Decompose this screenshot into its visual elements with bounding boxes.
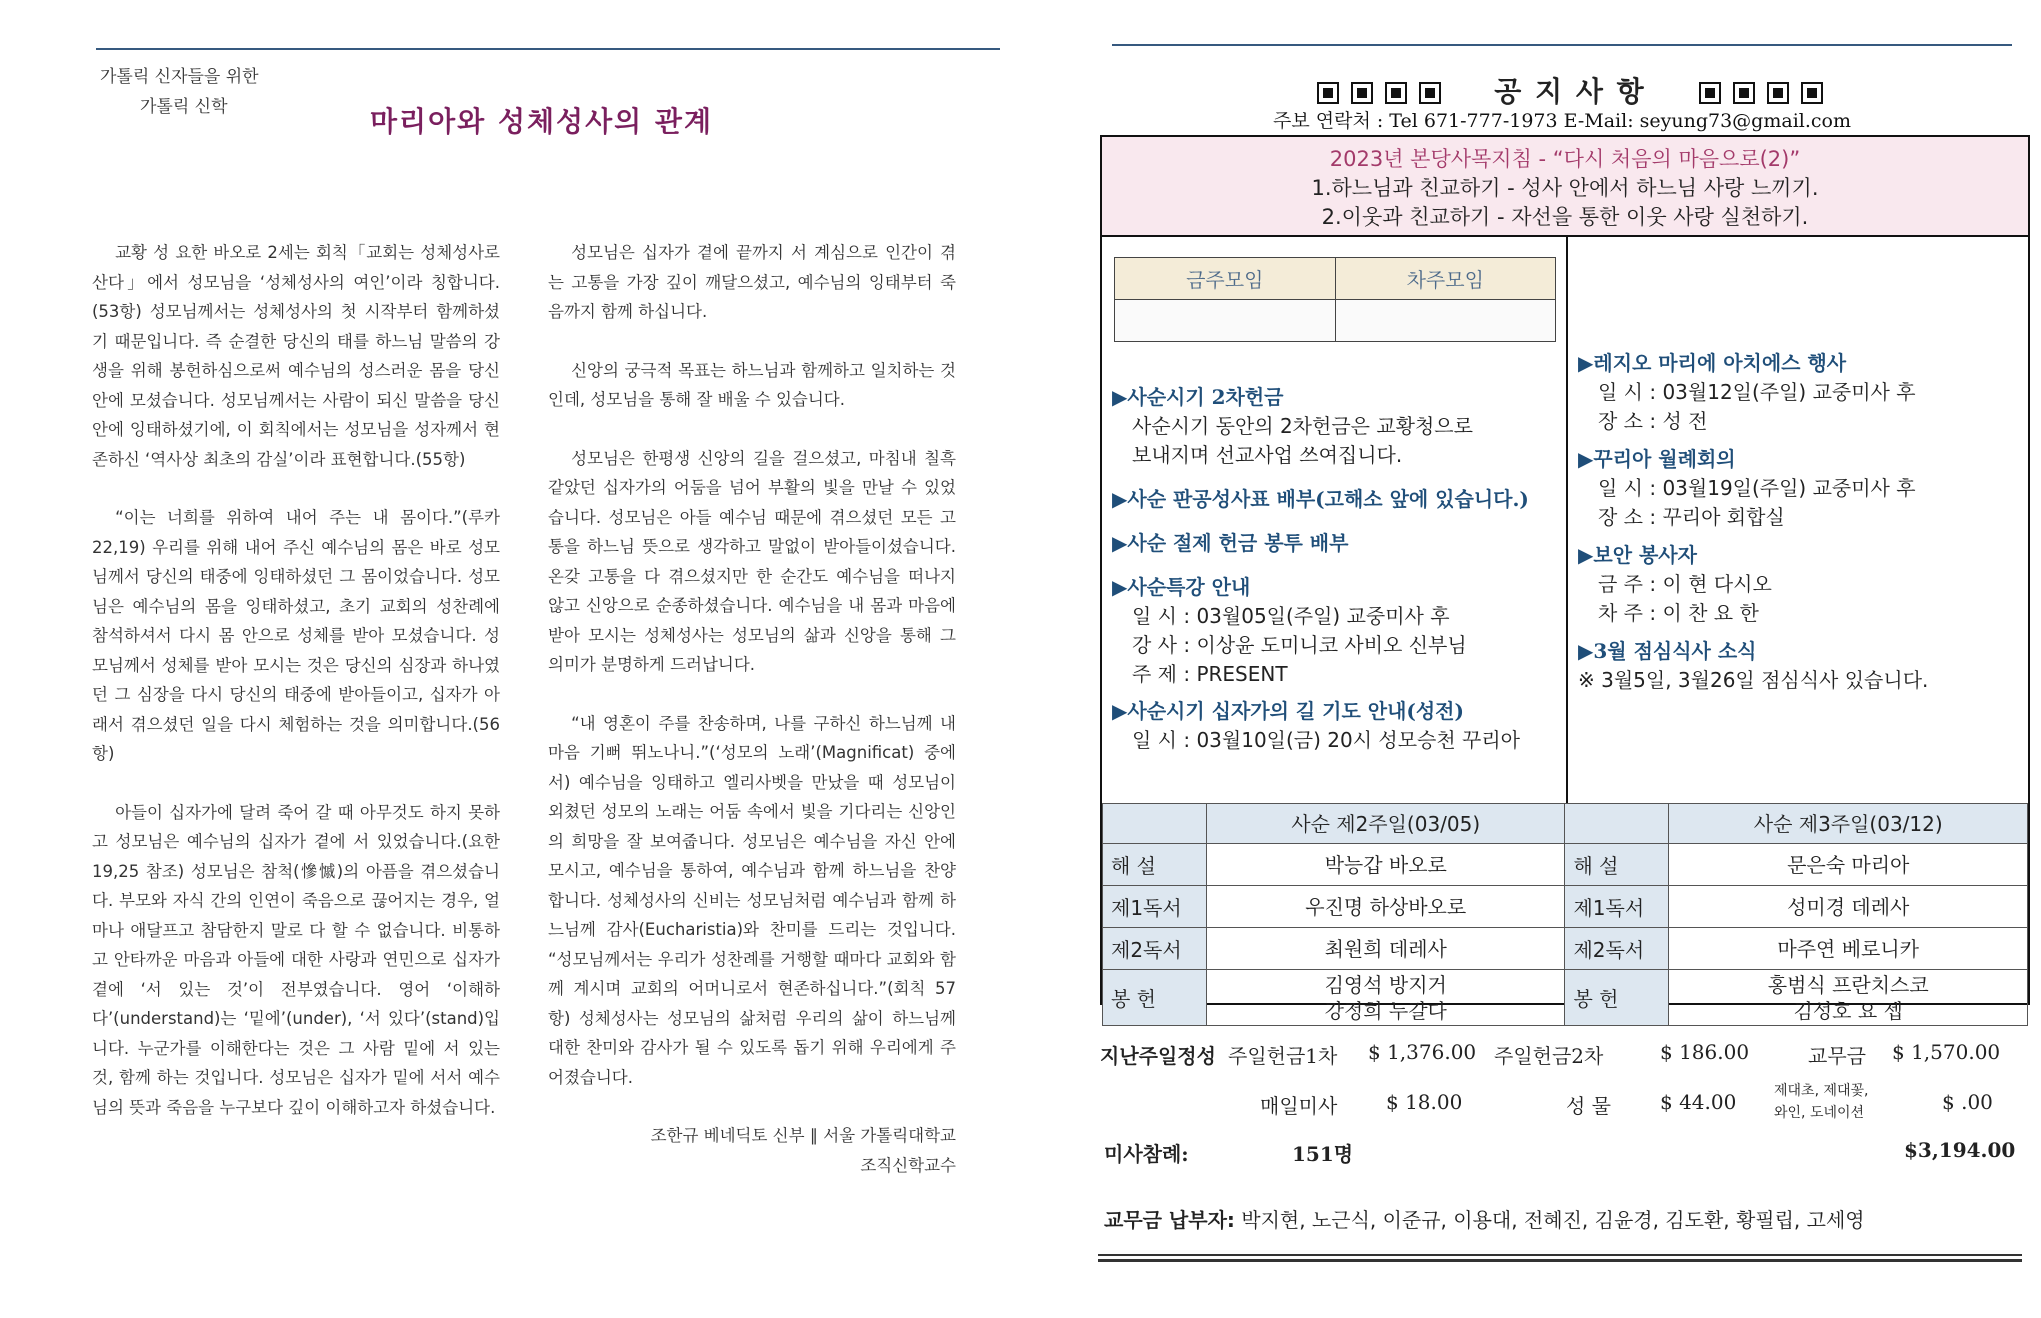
event-item	[1112, 485, 1529, 514]
duty-role: 해 설	[1565, 844, 1669, 886]
square-bullet-icon	[1767, 82, 1789, 104]
payers-row	[1104, 1204, 1865, 1233]
duty-role: 해 설	[1103, 844, 1207, 886]
square-bullet-icon	[1419, 82, 1441, 104]
bottom-rule	[1098, 1254, 2022, 1256]
event-heading: ▶보안 봉사자	[1578, 543, 1697, 567]
event-line: 장 소 : 꾸리아 회합실	[1598, 505, 1785, 529]
sunday-offering-2-label: 주일헌금2차	[1494, 1044, 1604, 1068]
daily-mass-amount: $ 18.00	[1386, 1090, 1463, 1114]
event-item	[1112, 529, 1348, 558]
notice-box	[1100, 135, 2030, 1023]
event-item	[1112, 573, 1467, 689]
next-week-meeting-header: 차주모임	[1335, 258, 1556, 300]
event-line: 강 사 : 이상윤 도미니코 사비오 신부님	[1132, 633, 1467, 657]
event-item	[1578, 349, 1916, 436]
payers-list: 박지현, 노근식, 이준규, 이용대, 전혜진, 김윤경, 김도환, 황필립, 고세영	[1241, 1208, 1865, 1232]
square-bullet-icon	[1385, 82, 1407, 104]
bulletin-contact: 주보 연락처 : Tel 671-777-1973 E-Mail: seyung73@gmail.com	[1273, 110, 1851, 132]
daily-mass-label: 매일미사	[1260, 1094, 1338, 1118]
article-paragraph: “이는 너희를 위하여 내어 주는 내 몸이다.”(루카 22,19) 우리를 위해 내어 주신 예수님의 몸은 바로 성모님께서 당신의 태중에 잉태하셨던 그 몸이었습니다. 성모님은 예수님의 몸을 잉태하셨고, 초기 교회의 성찬례에 참석하셔서 다시 몸 안으로 성체를 받아 모셨습니다. 성모님께서 성체를 받아 모시는 것은 당신의 심장과 하나였던 그 심장을 다시 당신의 태중에 받아들이고, 십자가 아래서 겪으셨던 일을 다시 체험하는 것을 의미합니다.(56항)	[92, 508, 500, 763]
event-line: ※ 3월5일, 3월26일 점심식사 있습니다.	[1578, 668, 1929, 692]
misc-amount: $ .00	[1942, 1090, 1993, 1114]
pastoral-guideline-banner	[1102, 137, 2028, 237]
event-item	[1112, 697, 1520, 755]
misc-label-line: 와인, 도네이션	[1774, 1105, 1865, 1121]
article-paragraph: 교황 성 요한 바오로 2세는 회칙「교회는 성체성사로산다」에서 성모님을 ‘성체성사의 여인’이라 칭합니다.(53항) 성모님께서는 성체성사의 첫 시작부터 함께하셨기 때문입니다. 즉 순결한 당신의 태를 하느님 말씀의 강생을 위해 봉헌하심으로써 예수님의 성스러운 몸을 당신 안에 모셨습니다. 성모님께서는 사람이 되신 말씀을 당신 안에 잉태하셨기에, 이 회칙에서는 성모님을 성자께서 현존하신 ‘역사상 최초의 감실’이라 표현합니다.(55항)	[92, 243, 500, 469]
event-line: 금 주 : 이 현 다시오	[1598, 572, 1772, 596]
attendance-label: 미사참례:	[1104, 1142, 1189, 1166]
goods-label: 성 물	[1566, 1094, 1611, 1118]
right-top-rule	[1112, 44, 2012, 46]
author-byline: 조한규 베네딕토 신부 ∥ 서울 가톨릭대학교	[650, 1126, 956, 1145]
article-paragraph: 성모님은 한평생 신앙의 길을 걸으셨고, 마침내 칠흑같았던 십자가의 어둠을 넘어 부활의 빛을 만날 수 있었습니다. 성모님은 아들 예수님 때문에 겪으셨던 모든 고통을 하느님 뜻으로 생각하고 말없이 받아들이셨습니다. 온갖 고통을 다 겪으셨지만 한 순간도 예수님을 떠나지 않고 신앙으로 순종하셨습니다. 예수님을 내 몸과 마음에 받아 모시는 성체성사는 성모님의 삶과 신앙을 통해 그 의미가 분명하게 드러납니다.	[548, 448, 956, 674]
guideline-item: 1.하느님과 친교하기 - 성사 안에서 하느님 사랑 느끼기.	[1311, 176, 1819, 200]
sunday-offering-1-amount: $ 1,376.00	[1368, 1040, 1477, 1064]
duty-role: 제1독서	[1565, 886, 1669, 928]
event-item	[1578, 637, 1928, 695]
duty-role: 제1독서	[1103, 886, 1207, 928]
notice-header	[1300, 70, 1840, 110]
this-week-meeting-cell	[1115, 300, 1336, 342]
square-bullet-icon	[1351, 82, 1373, 104]
duty-person: 성미경 데레사	[1669, 886, 2028, 928]
article-column-1	[92, 238, 500, 1151]
misc-label-line: 제대초, 제대꽃,	[1774, 1083, 1869, 1099]
column-divider	[1566, 237, 1568, 803]
event-line: 사순시기 동안의 2차헌금은 교황청으로	[1132, 414, 1473, 438]
event-item	[1578, 445, 1916, 532]
duty-role: 제2독서	[1103, 928, 1207, 970]
event-heading: ▶꾸리아 월례회의	[1578, 447, 1736, 471]
event-line: 일 시 : 03월05일(주일) 교중미사 후	[1132, 604, 1450, 628]
duty-role: 제2독서	[1565, 928, 1669, 970]
duty-person: 김영석 방지거 강정희 누갈다	[1206, 970, 1565, 1026]
duty-person: 우진명 하상바오로	[1206, 886, 1565, 928]
duty-person: 마주연 베로니카	[1669, 928, 2028, 970]
event-heading: ▶사순 판공성사표 배부(고해소 앞에 있습니다.)	[1112, 487, 1529, 511]
duty-person: 박능갑 바오로	[1206, 844, 1565, 886]
event-item	[1112, 383, 1473, 470]
series-kicker: 가톨릭 신자들을 위한	[100, 67, 259, 87]
meeting-table	[1114, 257, 1556, 342]
event-heading: ▶레지오 마리에 아치에스 행사	[1578, 351, 1847, 375]
misc-label	[1774, 1080, 1869, 1124]
event-line: 보내지며 선교사업 쓰여집니다.	[1132, 443, 1403, 467]
event-line: 일 시 : 03월12일(주일) 교중미사 후	[1598, 380, 1916, 404]
article-paragraph: 성모님은 십자가 곁에 끝까지 서 계심으로 인간이 겪는 고통을 가장 깊이 깨달으셨고, 예수님의 잉태부터 죽음까지 함께 하십니다.	[548, 243, 956, 321]
guideline-title: 2023년 본당사목지침 - “다시 처음의 마음으로(2)”	[1329, 147, 1801, 171]
duty-header-blank	[1565, 804, 1669, 844]
event-line: 주 제 : PRESENT	[1132, 662, 1288, 686]
event-heading: ▶사순시기 십자가의 길 기도 안내(성전)	[1112, 699, 1464, 723]
author-title: 조직신학교수	[860, 1155, 956, 1175]
article-title: 마리아와 성체성사의 관계	[370, 105, 714, 138]
article-paragraph: “내 영혼이 주를 찬송하며, 나를 구하신 하느님께 내 마음 기뻐 뛰노나니.”(‘성모의 노래’(Magnificat) 중에서) 예수님을 잉태하고 엘리사벳을 만났을 때 성모님이 외쳤던 성모의 노래는 어둠 속에서 빛을 기다리는 신앙인의 희망을 잘 보여줍니다. 성모님은 예수님을 자신 안에 모시고, 예수님을 통하여, 예수님과 함께 하느님을 찬양합니다. 성체성사의 신비는 성모님처럼 예수님과 함께 하느님께 감사(Eucharistia)와 찬미를 드리는 것입니다. “성모님께서는 우리가 성찬례를 거행할 때마다 교회와 함께 계시며 교회의 어머니로서 현존하십니다.”(회칙 57항) 성체성사는 성모님의 삶처럼 우리의 삶이 하느님께 대한 찬미와 감사가 될 수 있도록 돕기 위해 우리에게 주어졌습니다.	[548, 713, 956, 1087]
bottom-rule	[1098, 1259, 2022, 1262]
article-column-2	[548, 238, 956, 1180]
square-bullet-icon	[1733, 82, 1755, 104]
attendance-count: 151명	[1292, 1142, 1354, 1166]
event-heading: ▶사순 절제 헌금 봉투 배부	[1112, 531, 1349, 555]
total-amount: $3,194.00	[1904, 1138, 2016, 1162]
duty-role: 봉 헌	[1565, 970, 1669, 1026]
notice-title: 공 지 사 항	[1494, 75, 1646, 108]
next-week-meeting-cell	[1335, 300, 1556, 342]
duty-person: 문은숙 마리아	[1669, 844, 2028, 886]
guideline-item: 2.이웃과 친교하기 - 자선을 통한 이웃 사랑 실천하기.	[1321, 205, 1809, 229]
sunday-offering-1-label: 주일헌금1차	[1228, 1044, 1338, 1068]
sunday-offering-2-amount: $ 186.00	[1660, 1040, 1750, 1064]
church-fee-amount: $ 1,570.00	[1892, 1040, 2001, 1064]
week-header: 사순 제3주일(03/12)	[1669, 804, 2028, 844]
square-bullet-icon	[1699, 82, 1721, 104]
event-line: 일 시 : 03월10일(금) 20시 성모승천 꾸리아	[1132, 728, 1520, 752]
event-line: 차 주 : 이 찬 요 한	[1598, 601, 1759, 625]
event-line: 일 시 : 03월19일(주일) 교중미사 후	[1598, 476, 1916, 500]
event-line: 장 소 : 성 전	[1598, 409, 1708, 433]
series-subkicker: 가톨릭 신학	[140, 97, 228, 117]
article-paragraph: 아들이 십자가에 달려 죽어 갈 때 아무것도 하지 못하고 성모님은 예수님의 십자가 곁에 서 있었습니다.(요한 19,25 참조) 성모님은 참척(慘慽)의 아픔을 겪으셨습니다. 부모와 자식 간의 인연이 죽음으로 끊어지는 경우, 얼마나 애달프고 참담한지 말로 다 할 수 없습니다. 비통하고 안타까운 마음과 아들에 대한 사랑과 연민으로 십자가 곁에 ‘서 있는 것’이 전부였습니다. 영어 ‘이해하다’(understand)는 ‘밑에’(under), ‘서 있다’(stand)입니다. 누군가를 이해한다는 것은 그 사람 밑에 서 있는 것, 함께 하는 것입니다. 성모님은 십자가 밑에 서서 예수님의 뜻과 죽음을 누구보다 깊이 이해하고자 하셨습니다.	[92, 802, 500, 1117]
article-paragraph: 신앙의 궁극적 목표는 하느님과 함께하고 일치하는 것인데, 성모님을 통해 잘 배울 수 있습니다.	[548, 360, 956, 409]
left-top-rule	[96, 48, 1000, 50]
duty-person: 최원희 데레사	[1206, 928, 1565, 970]
this-week-meeting-header: 금주모임	[1115, 258, 1336, 300]
goods-amount: $ 44.00	[1660, 1090, 1737, 1114]
event-item	[1578, 541, 1772, 628]
church-fee-label: 교무금	[1808, 1044, 1866, 1068]
duty-header-blank	[1103, 804, 1207, 844]
square-bullet-icon	[1317, 82, 1339, 104]
payers-label: 교무금 납부자:	[1104, 1208, 1235, 1232]
offering-label: 지난주일정성	[1100, 1044, 1216, 1068]
event-heading: ▶3월 점심식사 소식	[1578, 639, 1757, 663]
week-header: 사순 제2주일(03/05)	[1206, 804, 1565, 844]
event-heading: ▶사순시기 2차헌금	[1112, 385, 1284, 409]
liturgy-duty-table	[1102, 803, 2028, 1026]
duty-person: 홍범식 프란치스코 김성호 요 셉	[1669, 970, 2028, 1026]
duty-role: 봉 헌	[1103, 970, 1207, 1026]
event-heading: ▶사순특강 안내	[1112, 575, 1251, 599]
square-bullet-icon	[1801, 82, 1823, 104]
